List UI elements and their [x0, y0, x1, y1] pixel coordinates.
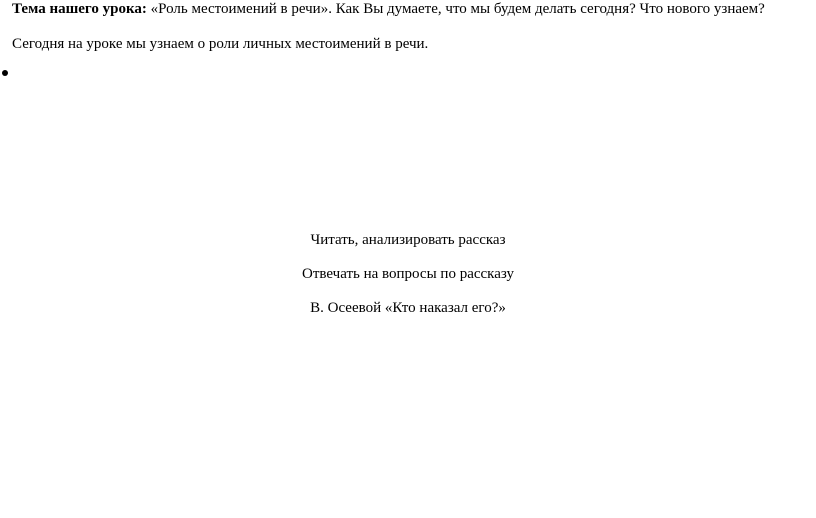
topic-label: Тема нашего урока:	[12, 1, 147, 17]
topic-text: «Роль местоимений в речи». Как Вы думаете, что мы будем делать сегодня? Что нового узнаем?	[146, 1, 765, 17]
task-line-3: В. Осеевой «Кто наказал его?»	[310, 300, 506, 316]
intro-paragraph: Сегодня на уроке мы узнаем о роли личных местоимений в речи.	[12, 36, 429, 52]
task-line-2: Отвечать на вопросы по рассказу	[301, 266, 514, 282]
topic-paragraph	[12, 0, 765, 18]
task-line-1: Читать, анализировать рассказ	[310, 232, 506, 248]
task-list	[0, 231, 816, 333]
bullet-icon	[2, 70, 8, 76]
